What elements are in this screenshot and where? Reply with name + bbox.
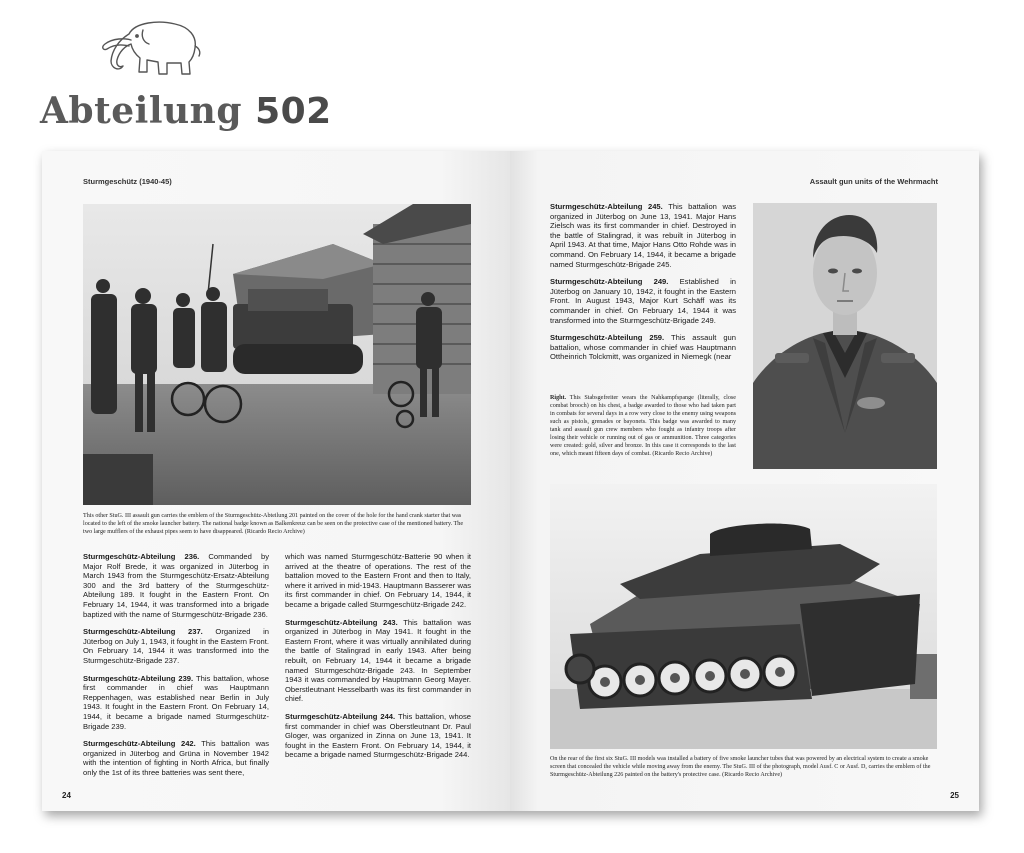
- tank-photo-caption: On the rear of the first six StuG. III models was installed a battery of five smoke launcher tubes that was powered by an electrical system to create a smoke screen that concealed the vehicle while moving away from the enemy. The StuG. III of the photograph, model Ausf. C or Ausf. D, carries the emblem of the Sturmgeschütz-Abteilung 226 painted on the battery's protective case. (Ricardo Recio Archive): [550, 756, 931, 778]
- right-page: [510, 151, 979, 811]
- paragraph-abt-237: [83, 627, 269, 665]
- portrait-photo: [753, 203, 937, 469]
- brand-wordmark: [40, 90, 332, 132]
- text-abt-242: This battalion was organized in Jüterbog and Grüna in November 1942 with the intention of fighting in North Africa, but finally only the 1st of its three batteries was sent there,: [83, 739, 269, 777]
- heading-abt-243: Sturmgeschütz-Abteilung 243.: [285, 617, 398, 627]
- text-abt-244: This battalion, whose first commander in chief was Oberstleutnant Dr. Paul Gloger, was organized in Zinna on June 13, 1941. It fought in the Eastern Front. On February 14, 1944, it became a brigade named Sturmgeschütz-Brigade 244.: [285, 711, 472, 760]
- portrait-caption-label: Right.: [550, 395, 567, 401]
- paragraph-abt-239: [83, 674, 269, 732]
- heading-abt-236: Sturmgeschütz-Abteilung 236.: [83, 552, 200, 561]
- heading-abt-244: Sturmgeschütz-Abteilung 244.: [285, 711, 396, 721]
- paragraph-abt-244: [285, 712, 471, 760]
- mammoth-icon: [95, 16, 205, 78]
- book-spread: [42, 151, 979, 811]
- text-abt-242-cont: which was named Sturmgeschütz-Batterie 90 when it arrived at the theatre of operations. The rest of the battalion moved to the Eastern Front and then to Italy, where it arrived in mid-1943. Hauptmann Basserer was its first commander in chief. On February 14, 1944, it became a brigade called Sturmgeschütz-Brigade 242.: [285, 552, 471, 609]
- right-page-number: 25: [950, 791, 959, 800]
- portrait-caption: [550, 394, 736, 458]
- left-running-head: Sturmgeschütz (1940-45): [83, 177, 172, 186]
- heading-abt-237: Sturmgeschütz-Abteilung 237.: [83, 627, 203, 637]
- text-abt-239: This battalion, whose first commander in chief was Hauptmann Reppenhagen, was established near Berlin in July 1943. It fought in the Eastern Front. On February 14, 1944, it became a brigade named Sturmgeschütz-Brigade 239.: [83, 673, 270, 731]
- brand-number: 502: [255, 91, 332, 132]
- text-abt-245: This battalion was organized in Jüterbog on June 13, 1941. Major Hans Zielsch was its first commander in chief. Destroyed in the battle of Stalingrad, it was rebuilt in Jüterbog in April 1943. At that time, Major Hans Otto Rohde was in command. On February 14, 1944, it became a brigade named Sturmgeschütz-Brigade 245.: [550, 202, 736, 269]
- heading-abt-242: Sturmgeschütz-Abteilung 242.: [83, 739, 196, 749]
- left-photo-caption: This other StuG. III assault gun carries the emblem of the Sturmgeschütz-Abteilung 201 painted on the cover of the hole for the hand crank starter that was located to the left of the smoke launcher battery. The national badge known as Balkenkreuz can be seen on the protective case of the mentioned battery. The two large mufflers of the exhaust pipes seem to have disappeared. (Ricardo Recio Archive): [83, 513, 464, 535]
- paragraph-abt-249: [550, 277, 736, 325]
- soldiers-stug-photo: [83, 204, 471, 505]
- brand-name: Abteilung: [40, 90, 243, 132]
- heading-abt-249: Sturmgeschütz-Abteilung 249.: [550, 277, 669, 287]
- portrait-caption-text: This Stabsgefreiter wears the Nahkampfspange (literally, close combat brooch) on his chest, a badge awarded to those who had taken part in combats for several days in a row very close to the enemy using weapons such as pistols, grenades or bayonets. This badge was awarded to many tank and assault gun crew members who fought as infantry troops after losing their vehicle or running out of gas or ammunition. Three categories were created: gold, silver and bronze. In this case it corresponds to the last one, which meant fifteen days of combat. (Ricardo Recio Archive): [550, 395, 736, 457]
- right-running-head: Assault gun units of the Wehrmacht: [809, 177, 938, 186]
- text-abt-259: This assault gun battalion, whose commander in chief was Hauptmann Ottheinrich Tolckmitt, was organized in Niemegk (near: [550, 333, 736, 362]
- left-page: [42, 151, 510, 811]
- photo-soldiers-stug: [83, 204, 471, 505]
- paragraph-abt-245: [550, 202, 736, 269]
- paragraph-abt-259: [550, 333, 736, 362]
- left-page-number: 24: [62, 791, 71, 800]
- left-text-column-1: [83, 552, 269, 785]
- heading-abt-239: Sturmgeschütz-Abteilung 239.: [83, 673, 194, 683]
- photo-portrait-soldier: [753, 203, 937, 469]
- text-abt-243: This battalion was organized in Jüterbog in May 1941. It fought in the Eastern Front, where it was virtually annihilated during the battle of Stalingrad in early 1943. After being rebuilt, on February 14, 1944 it became a brigade named Sturmgeschütz-Brigade 243. In September 1943 it was commanded by Hauptmann Georg Mayer. Oberstleutnant Hesselbarth was its first commander in chief.: [285, 617, 471, 704]
- heading-abt-245: Sturmgeschütz-Abteilung 245.: [550, 202, 663, 211]
- right-text-column: [550, 202, 736, 370]
- paragraph-abt-242-cont: [285, 552, 471, 610]
- stug-iii-photo: [550, 484, 937, 749]
- brand-logo: [40, 14, 332, 134]
- paragraph-abt-242: [83, 739, 269, 777]
- text-abt-249: Established in Jüterbog on January 10, 1942, it fought in the Eastern Front. In August 1943, Major Kurt Schäff was its commander in chief. On February 14, 1944 it was transformed into the Sturmgeschütz-Brigade 249.: [550, 277, 736, 325]
- text-abt-237: Organized in Jüterbog on July 1, 1943, it fought in the Eastern Front. On February 14, 1944 it was transformed into the Sturmgeschütz-Brigade 237.: [83, 627, 269, 665]
- paragraph-abt-236: [83, 552, 269, 619]
- paragraph-abt-243: [285, 618, 471, 704]
- heading-abt-259: Sturmgeschütz-Abteilung 259.: [550, 333, 665, 343]
- left-text-column-2: [285, 552, 471, 768]
- photo-stug-iii-rear: [550, 484, 937, 749]
- text-abt-236: Commanded by Major Rolf Brede, it was organized in Jüterbog in March 1943 from the Sturmgeschütz-Ersatz-Abteilung 300 and the 3rd battery of the Sturmgeschütz-Abteilung 189. It fought in the Eastern Front. On February 14, 1944, it was transformed into a brigade baptized with the name of Sturmgeschütz-Brigade 236.: [83, 552, 269, 619]
